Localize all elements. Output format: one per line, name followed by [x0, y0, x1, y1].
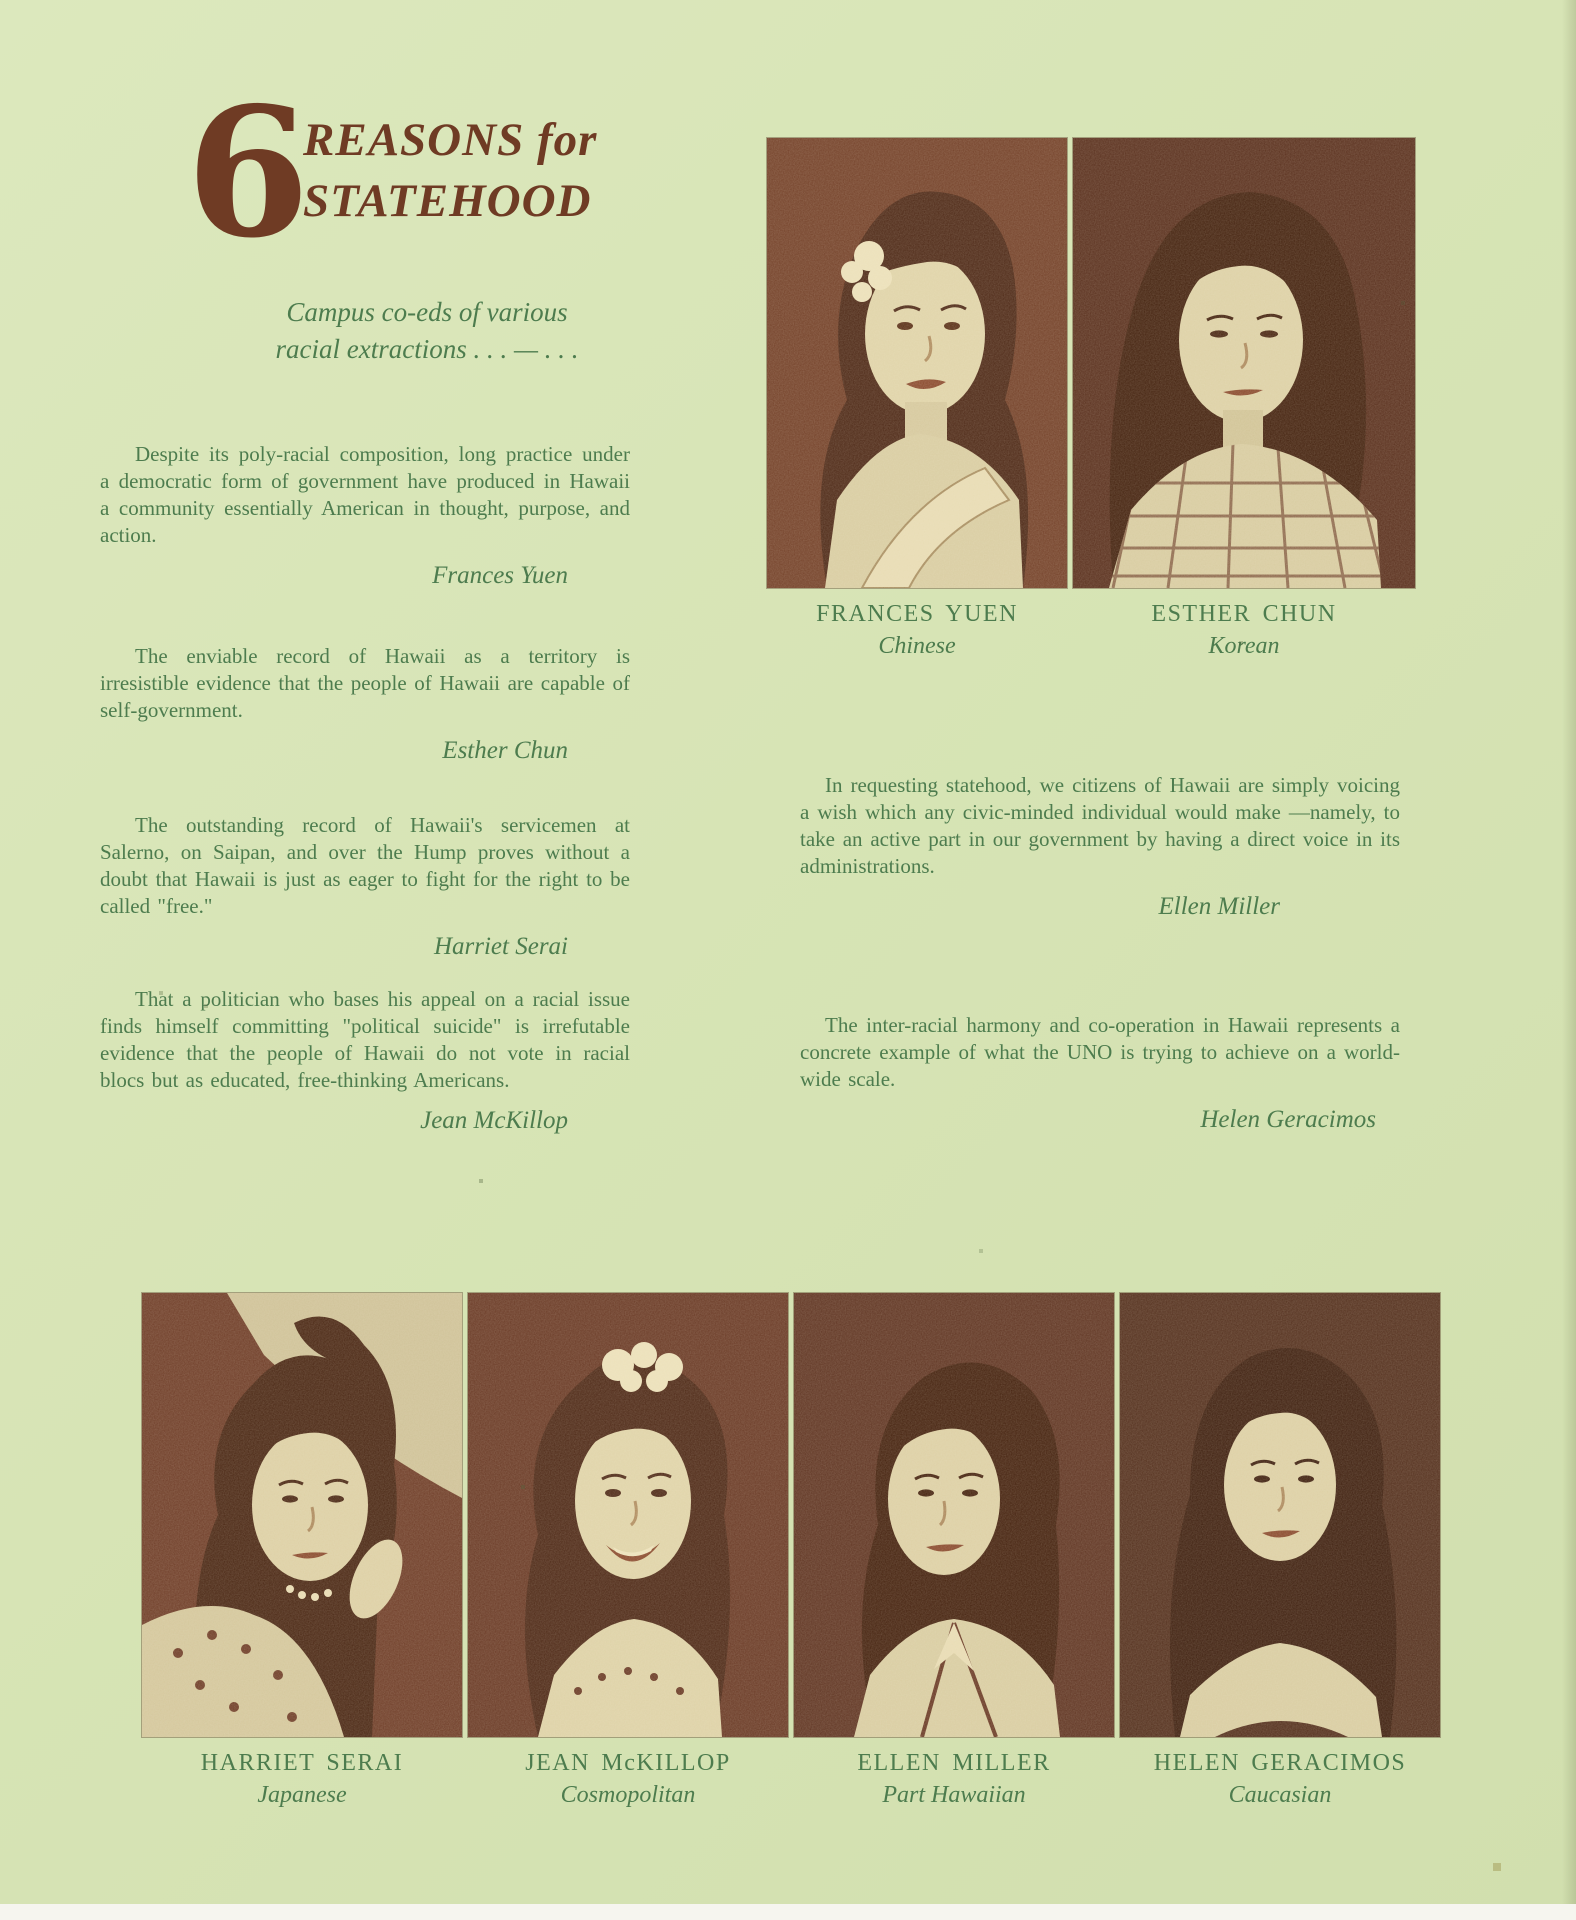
caption-ethnicity: Korean [1208, 633, 1280, 659]
headline-title-line2: STATEHOOD [303, 175, 592, 227]
caption-name: JEAN McKILLOP [525, 1750, 731, 1776]
photo-caption [468, 1750, 788, 1809]
quote-author: Harriet Serai [433, 933, 568, 960]
subtitle-line2: racial extractions . . . — . . . [275, 334, 579, 364]
quote-author: Helen Geracimos [1200, 1106, 1376, 1133]
scan-edge-shadow [1562, 0, 1576, 1920]
paper-speckles [0, 0, 2, 2]
portrait-illustration [468, 1293, 788, 1737]
portrait-illustration [1073, 138, 1415, 588]
quote-author: Esther Chun [442, 737, 568, 764]
caption-name: HELEN GERACIMOS [1153, 1750, 1407, 1776]
caption-ethnicity: Caucasian [1228, 1782, 1332, 1808]
caption-name: HARRIET SERAI [200, 1750, 404, 1776]
caption-ethnicity: Chinese [878, 633, 956, 659]
subtitle-line1: Campus co-eds of various [286, 297, 568, 327]
portrait-photo-esther-chun [1073, 138, 1415, 660]
caption-name: FRANCES YUEN [816, 601, 1018, 627]
quote-helen-geracimos [800, 1012, 1400, 1133]
portrait-illustration [142, 1293, 462, 1737]
portrait-photo-jean-mckillop [468, 1293, 788, 1809]
headline-number: 6 [186, 68, 310, 277]
portrait-illustration [767, 138, 1067, 588]
portrait-illustration [1120, 1293, 1440, 1737]
quote-text: The enviable record of Hawaii as a territory is irresistible evidence that the people of Hawaii are capable of self-government. [100, 644, 630, 722]
portrait-photo-frances-yuen [767, 138, 1067, 660]
quote-text: The outstanding record of Hawaii's servicemen at Salerno, on Saipan, and over the Hump proves without a doubt that Hawaii is just as eager to fight for the right to be called "free." [100, 813, 630, 918]
photo-caption [1120, 1750, 1440, 1809]
caption-ethnicity: Japanese [257, 1782, 347, 1808]
caption-ethnicity: Part Hawaiian [882, 1782, 1026, 1808]
portrait-illustration [794, 1293, 1114, 1737]
quote-esther-chun [100, 643, 630, 764]
quote-ellen-miller [800, 772, 1400, 920]
photo-caption [142, 1750, 462, 1809]
scan-edge-strip [0, 1904, 1576, 1920]
headline-title [303, 110, 597, 232]
photo-caption [794, 1750, 1114, 1809]
headline-title-line1: REASONS for [303, 114, 598, 166]
photo-caption [767, 601, 1067, 660]
quote-text: Despite its poly-racial composition, long practice under a democratic form of government have produced in Hawaii a community essentially American in thought, purpose, and action. [100, 442, 630, 547]
quote-author: Frances Yuen [432, 562, 568, 589]
quote-text: The inter-racial harmony and co-operation in Hawaii represents a concrete example of what the UNO is trying to achieve on a world-wide scale. [800, 1013, 1400, 1091]
quote-frances-yuen [100, 441, 630, 589]
subtitle [242, 294, 612, 368]
quote-text: That a politician who bases his appeal on a racial issue finds himself committing "political suicide" is irrefutable evidence that the people of Hawaii do not vote in racial blocs but as educated, free-thinking Americans. [100, 987, 630, 1092]
quote-author: Jean McKillop [420, 1107, 568, 1134]
portrait-photo-helen-geracimos [1120, 1293, 1440, 1809]
portrait-photo-ellen-miller [794, 1293, 1114, 1809]
quote-harriet-serai [100, 812, 630, 960]
quote-author: Ellen Miller [1158, 893, 1280, 920]
portrait-photo-harriet-serai [142, 1293, 462, 1809]
photo-caption [1073, 601, 1415, 660]
caption-name: ESTHER CHUN [1151, 601, 1337, 627]
caption-ethnicity: Cosmopolitan [560, 1782, 696, 1808]
quote-jean-mckillop [100, 986, 630, 1134]
quote-text: In requesting statehood, we citizens of Hawaii are simply voicing a wish which any civic-minded individual would make —namely, to take an active part in our government by having a direct voice in its administrations. [800, 773, 1400, 878]
caption-name: ELLEN MILLER [857, 1750, 1051, 1776]
